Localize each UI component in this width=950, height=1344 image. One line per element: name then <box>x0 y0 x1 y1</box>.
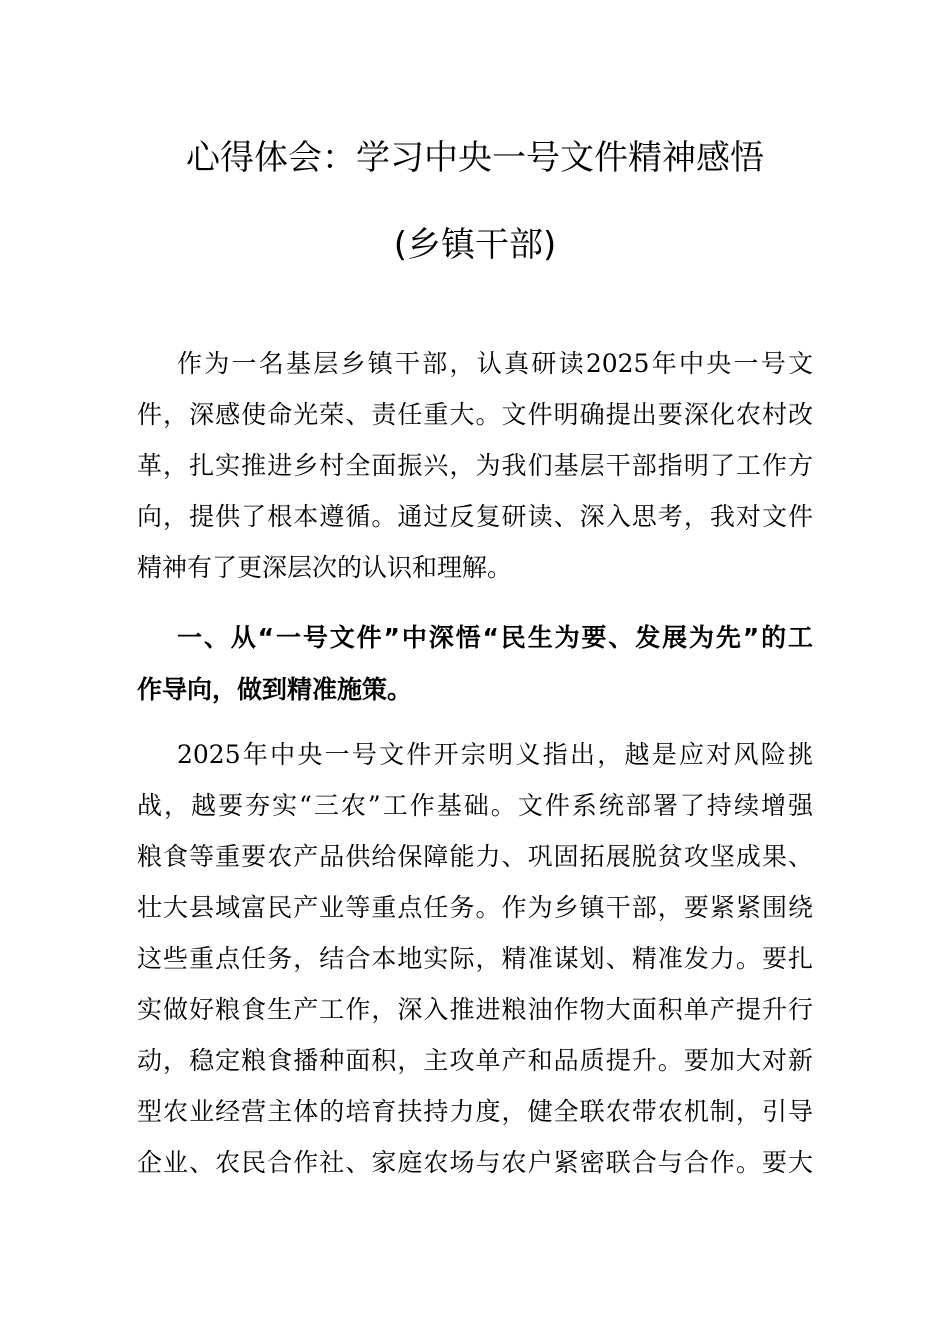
text-line: 型农业经营主体的培育扶持力度，健全联农带农机制，引导 <box>137 1097 813 1126</box>
text-line: 动，稳定粮食播种面积，主攻单产和品质提升。要加大对新 <box>137 1046 813 1075</box>
text-line: 件，深感使命光荣、责任重大。文件明确提出要深化农村改 <box>137 400 813 429</box>
text-line: 企业、农民合作社、家庭农场与农户紧密联合与合作。要大 <box>137 1148 813 1177</box>
heading-line: 一、从“一号文件”中深悟“民生为要、发展为先”的工 <box>177 623 813 652</box>
heading-line: 作导向，做到精准施策。 <box>137 675 413 704</box>
text-line: 实做好粮食生产工作，深入推进粮油作物大面积单产提升行 <box>137 995 813 1024</box>
text-line: 壮大县域富民产业等重点任务。作为乡镇干部，要紧紧围绕 <box>137 893 813 922</box>
text-line: 2025年中央一号文件开宗明义指出，越是应对风险挑 <box>177 740 813 769</box>
text-line: 革，扎实推进乡村全面振兴，为我们基层干部指明了工作方 <box>137 451 813 480</box>
text-line: 向，提供了根本遵循。通过反复研读、深入思考，我对文件 <box>137 502 813 531</box>
document-title: 心得体会：学习中央一号文件精神感悟 <box>186 138 764 178</box>
document-subtitle: (乡镇干部) <box>393 225 557 265</box>
text-line: 粮食等重要农产品供给保障能力、巩固拓展脱贫攻坚成果、 <box>137 842 813 871</box>
text-line: 这些重点任务，结合本地实际，精准谋划、精准发力。要扎 <box>137 944 813 973</box>
text-line: 作为一名基层乡镇干部，认真研读2025年中央一号文 <box>177 349 813 378</box>
text-line: 战，越要夯实“三农”工作基础。文件系统部署了持续增强 <box>137 791 813 820</box>
text-line: 精神有了更深层次的认识和理解。 <box>137 553 513 582</box>
